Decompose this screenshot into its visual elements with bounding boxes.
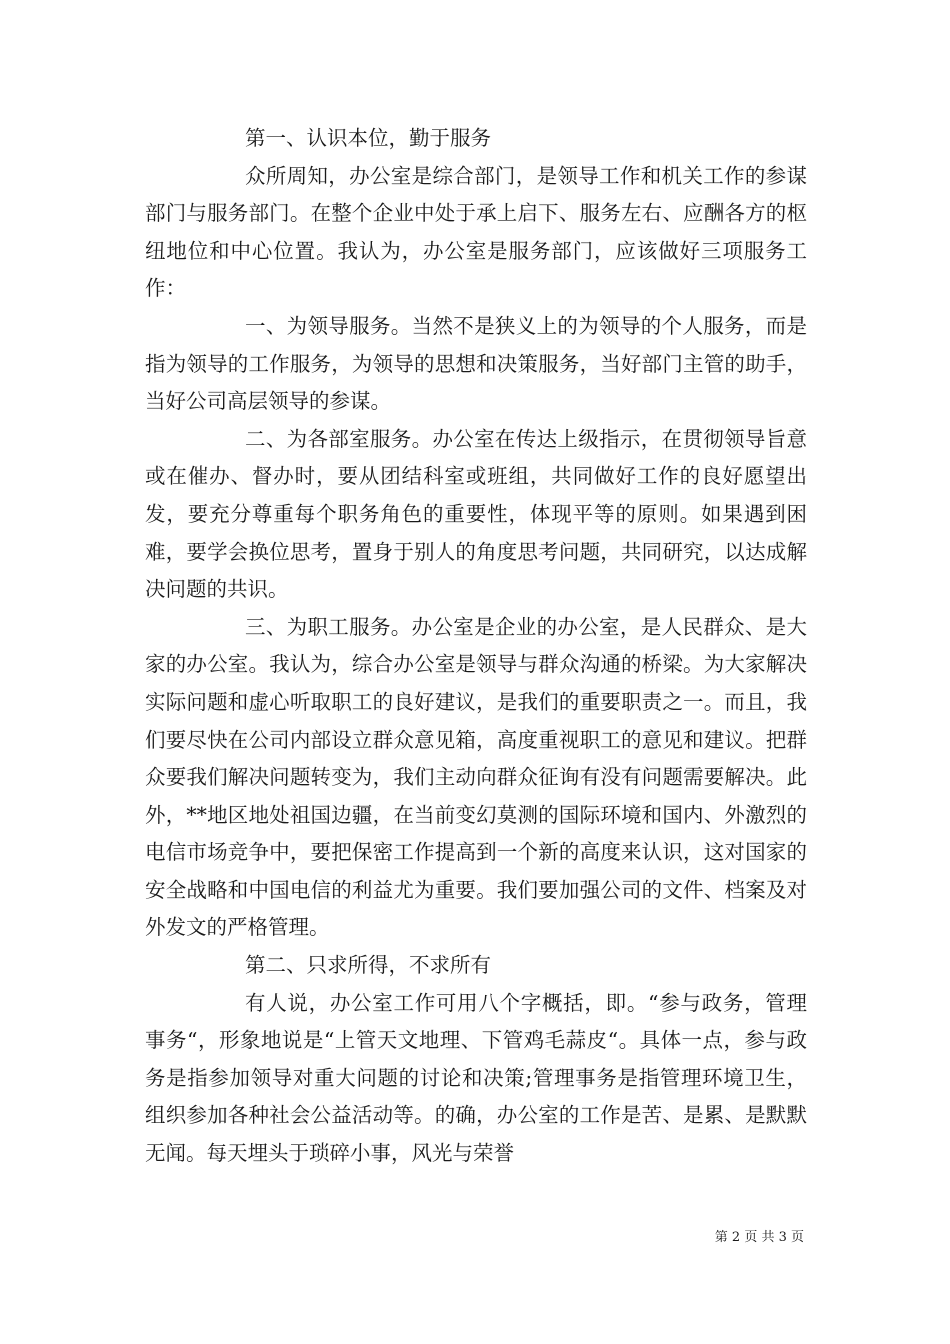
paragraph-intro: 众所周知，办公室是综合部门，是领导工作和机关工作的参谋部门与服务部门。在整个企业中处于承上启下、服务左右、应酬各方的枢纽地位和中心位置。我认为，办公室是服务部门，应该做好三项服务工作： bbox=[145, 163, 807, 301]
page-number-footer: 第 2 页 共 3 页 bbox=[714, 1230, 804, 1245]
section-heading-1: 第一、认识本位，勤于服务 bbox=[245, 126, 491, 150]
paragraph-serve-staff: 三、为职工服务。办公室是企业的办公室，是人民群众、是大家的办公室。我认为，综合办公室是领导与群众沟通的桥梁。为大家解决实际问题和虚心听取职工的良好建议，是我们的重要职责之一。而且，我们要尽快在公司内部设立群众意见箱，高度重视职工的意见和建议。把群众要我们解决问题转变为，我们主动向群众征询有没有问题需要解决。此外，**地区地处祖国边疆，在当前变幻莫测的国际环境和国内、外激烈的电信市场竞争中，要把保密工作提高到一个新的高度来认识，这对国家的安全战略和中国电信的利益尤为重要。我们要加强公司的文件、档案及对外发文的严格管理。 bbox=[145, 614, 807, 940]
paragraph-serve-departments: 二、为各部室服务。办公室在传达上级指示，在贯彻领导旨意或在催办、督办时，要从团结科室或班组，共同做好工作的良好愿望出发，要充分尊重每个职务角色的重要性，体现平等的原则。如果遇到困难，要学会换位思考，置身于别人的角度思考问题，共同研究，以达成解决问题的共识。 bbox=[145, 426, 807, 602]
paragraph-office-work: 有人说，办公室工作可用八个字概括，即。“参与政务，管理事务“，形象地说是“上管天文地理、下管鸡毛蒜皮“。具体一点，参与政务是指参加领导对重大问题的讨论和决策;管理事务是指管理环境卫生，组织参加各种社会公益活动等。的确，办公室的工作是苦、是累、是默默无闻。每天埋头于琐碎小事，风光与荣誉 bbox=[145, 990, 807, 1166]
document-body bbox=[145, 120, 807, 1173]
section-heading-2: 第二、只求所得，不求所有 bbox=[245, 953, 491, 978]
paragraph-serve-leaders: 一、为领导服务。当然不是狭义上的为领导的个人服务，而是指为领导的工作服务，为领导的思想和决策服务，当好部门主管的助手，当好公司高层领导的参谋。 bbox=[145, 313, 807, 414]
